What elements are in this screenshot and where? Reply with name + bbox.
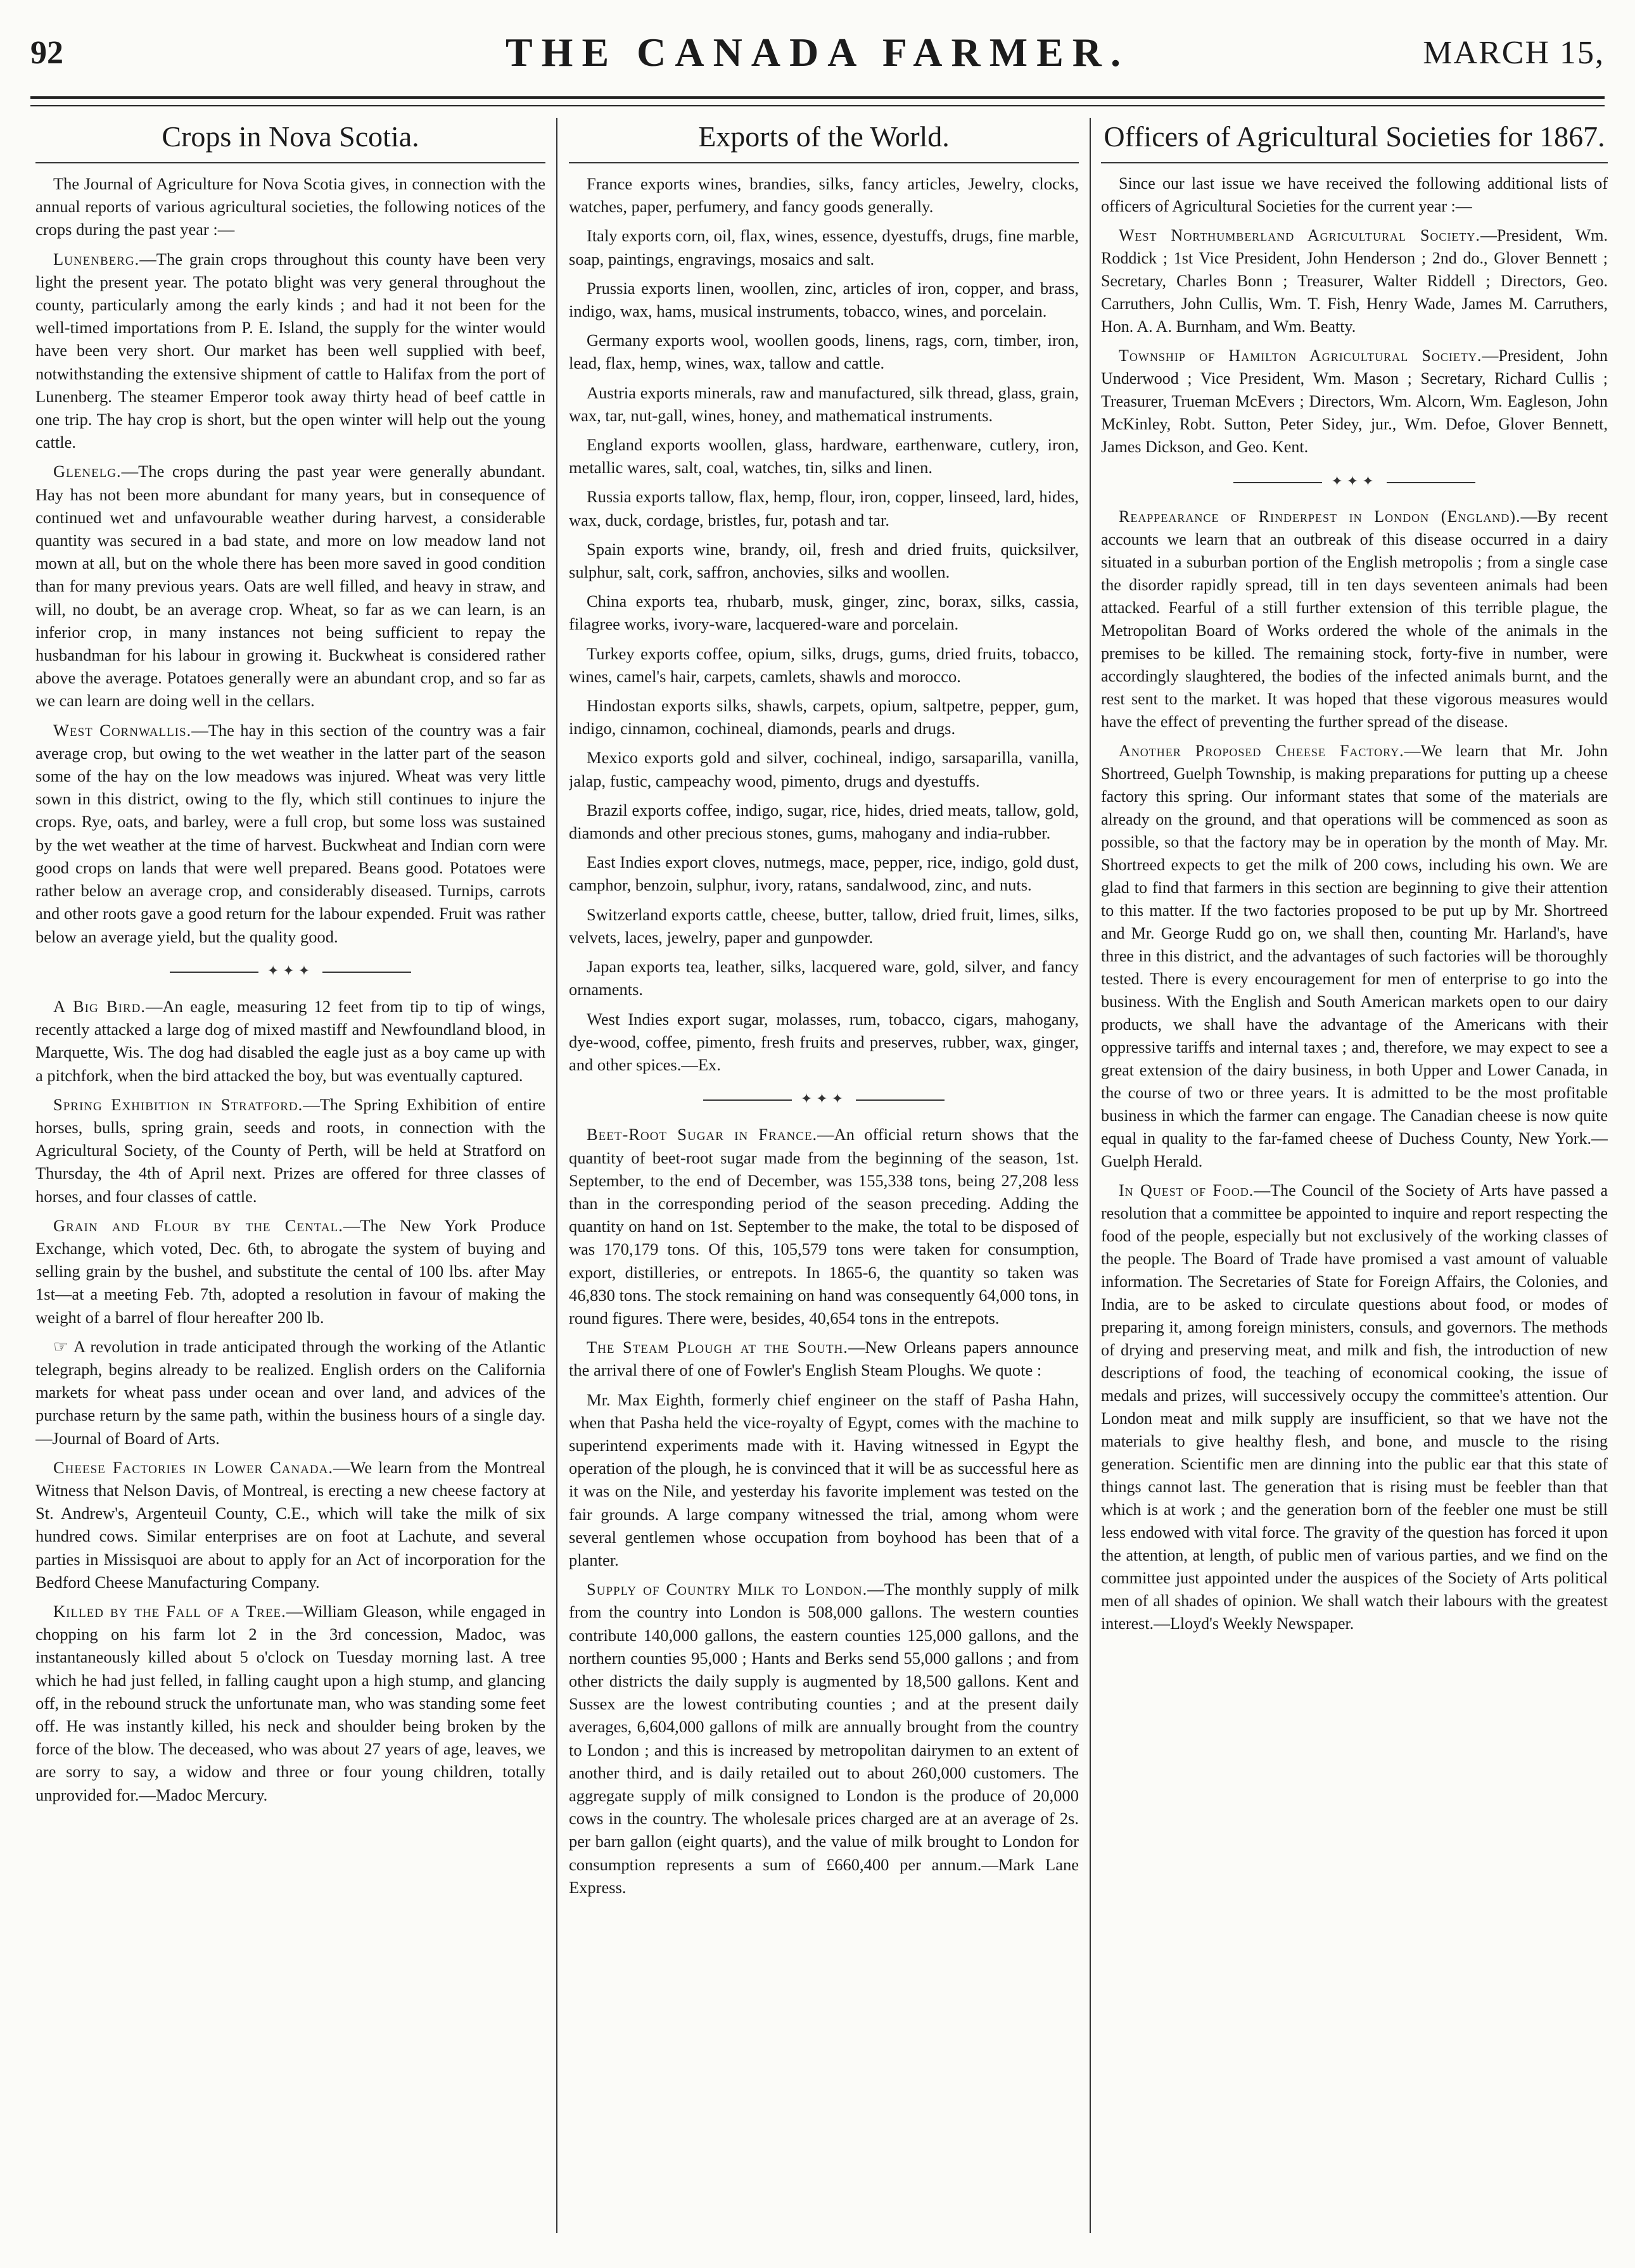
paragraph-lead: Township of Hamilton Agricultural Society.	[1119, 346, 1482, 365]
paragraph-text: Italy exports corn, oil, flax, wines, essence, dyestuffs, drugs, fine marble, soap, paintings, engravings, mosaics and salt.	[569, 226, 1079, 269]
column-officers-agricultural-societies	[1101, 118, 1608, 2252]
paragraph	[35, 1456, 545, 1593]
paragraph	[569, 172, 1079, 218]
paragraph	[569, 955, 1079, 1001]
paragraph-text: Hindostan exports silks, shawls, carpets, opium, saltpetre, pepper, gum, indigo, cinnamon, cochineal, diamonds, pearls and drugs.	[569, 696, 1079, 738]
paragraph-text: —We learn from the Montreal Witness that Nelson Davis, of Montreal, is erecting a new cheese factory at St. Andrew's, Argenteuil County, C.E., which will take the milk of six hundred cows. Similar enterprises are on foot at Lachute, and several parties in Missisquoi are about to apply for an Act of incorporation for the Bedford Cheese Manufacturing Company.	[35, 1457, 545, 1592]
paragraph	[569, 746, 1079, 792]
paragraph-text: West Indies export sugar, molasses, rum, tobacco, cigars, mahogany, dye-wood, coffee, pimento, fresh fruits and preserves, rubber, wax, ginger, and other spices.—Ex.	[569, 1009, 1079, 1074]
paragraph	[569, 1578, 1079, 1899]
paragraph	[35, 1600, 545, 1806]
paragraph	[569, 903, 1079, 949]
paragraph	[569, 642, 1079, 688]
paragraph	[569, 277, 1079, 322]
paragraph-text: Austria exports minerals, raw and manufactured, silk thread, glass, grain, wax, tar, nut-gall, wines, honey, and mathematical instruments.	[569, 383, 1079, 425]
paragraph-lead: A Big Bird.	[53, 996, 146, 1016]
paragraph-lead: Reappearance of Rinderpest in London (England).	[1119, 507, 1521, 526]
paragraph-lead: Beet-Root Sugar in France.	[587, 1125, 818, 1144]
paragraph	[569, 224, 1079, 270]
paragraph-lead: Lunenberg.	[53, 249, 140, 269]
paragraph-text: Switzerland exports cattle, cheese, butter, tallow, dried fruit, limes, silks, velvets, laces, jewelry, paper and gunpowder.	[569, 904, 1079, 947]
paragraph-lead: Killed by the Fall of a Tree.	[53, 1601, 286, 1621]
paragraph	[569, 851, 1079, 896]
paragraph	[1101, 740, 1608, 1173]
header-rule-thin	[30, 105, 1605, 106]
paragraph	[569, 329, 1079, 374]
paragraph	[35, 1335, 545, 1450]
paragraph	[569, 694, 1079, 740]
paragraph	[569, 1336, 1079, 1381]
article-body	[1101, 172, 1608, 459]
paragraph	[569, 799, 1079, 844]
paragraph-text: Mexico exports gold and silver, cochineal, indigo, sarsaparilla, vanilla, jalap, fustic, campeachy wood, pimento, drugs and dyestuffs.	[569, 748, 1079, 790]
section-separator: ✦✦✦	[1101, 470, 1608, 493]
paragraph	[569, 1123, 1079, 1329]
paragraph-text: China exports tea, rhubarb, musk, ginger, zinc, borax, silks, cassia, filagree works, ivory-ware, lacquered-ware and porcelain.	[569, 592, 1079, 634]
article-title: Exports of the World.	[569, 118, 1079, 163]
paragraph	[569, 1388, 1079, 1572]
masthead: THE CANADA FARMER.	[505, 30, 1130, 75]
paragraph	[1101, 1179, 1608, 1635]
paragraph	[35, 1214, 545, 1329]
paragraph	[569, 381, 1079, 427]
paragraph	[569, 1008, 1079, 1077]
paragraph-lead: ☞	[53, 1336, 69, 1356]
paragraph-lead: Supply of Country Milk to London.	[587, 1580, 868, 1599]
paragraph	[569, 590, 1079, 635]
paragraph-lead: Spring Exhibition in Stratford.	[53, 1094, 303, 1114]
header-rule-thick	[30, 96, 1605, 99]
paragraph-text: —An eagle, measuring 12 feet from tip to tip of wings, recently attacked a large dog of mixed mastiff and Newfoundland blood, in Marquette, Wis. The dog had disabled the eagle just as a boy came up with a pitchfork, when the bird attacked the boy, but was eventually captured.	[35, 996, 545, 1085]
section-separator: ✦✦✦	[569, 1087, 1079, 1110]
article-body	[569, 1123, 1079, 1899]
column-divider	[556, 118, 557, 2233]
paragraph-text: Brazil exports coffee, indigo, sugar, rice, hides, dried meats, tallow, gold, diamonds and other precious stones, gums, mahogany and india-rubber.	[569, 800, 1079, 843]
paragraph	[1101, 224, 1608, 338]
paragraph	[35, 719, 545, 948]
article-body	[1101, 505, 1608, 1635]
paragraph-text: Since our last issue we have received the following additional lists of officers of Agricultural Societies for the current year :—	[1101, 174, 1608, 215]
paragraph-lead: Grain and Flour by the Cental.	[53, 1215, 343, 1235]
paragraph-text: —The crops during the past year were generally abundant. Hay has not been more abundant for many years, but in consequence of continued wet and unfavourable weather during harvest, a considerable quantity was secured in a bad state, and more on low meadow land not mown at all, but on the whole there has been more saved in good condition than for many previous years. Oats are well filled, and heavy in straw, and will, no doubt, be an average crop. Wheat, so far as we can learn, is an inferior crop, in many instances not being sufficient to repay the husbandman for his labour in growing it. Buckwheat is considered rather above the average. Potatoes generally were an abundant crop, and so far as we can learn are doing well in the cellars.	[35, 462, 545, 711]
paragraph-text: —An official return shows that the quantity of beet-root sugar made from the beginning of the season, 1st. September, to the end of December, was 155,338 tons, being 27,208 less than in the corresponding period of the season preceding. Adding the quantity on hand on 1st. September to the make, the total to be disposed of was 170,179 tons. Of this, 105,579 tons were taken for consumption, export, distilleries, or entrepots. In 1865-6, the quantity so taken was 46,830 tons. The stock remaining on hand was consequently 64,000 tons, in round figures. There were, besides, 40,654 tons in the entrepots.	[569, 1125, 1079, 1327]
paragraph-text: —The grain crops throughout this county have been very light the present year. The potato blight was very general throughout the county, particularly among the early kinds ; and had it not been for the well-timed importations from P. E. Island, the supply for the winter would have been very short. Our market has been well supplied with beef, notwithstanding the extensive shipment of cattle to Halifax from the port of Lunenberg. The steamer Emperor took away thirty head of beef cattle in one trip. The hay crop is short, but the open winter will help out the young cattle.	[35, 249, 545, 452]
paragraph-text: Turkey exports coffee, opium, silks, drugs, gums, dried fruits, tobacco, wines, camel's hair, carpets, camlets, shawls and morocco.	[569, 643, 1079, 686]
paragraph	[1101, 345, 1608, 459]
paragraph-text: England exports woollen, glass, hardware, earthenware, cutlery, iron, metallic wares, salt, coal, watches, tin, silks and linen.	[569, 435, 1079, 478]
article-body	[569, 172, 1079, 1076]
paragraph	[569, 538, 1079, 583]
paragraph-lead: Cheese Factories in Lower Canada.	[53, 1457, 333, 1477]
paragraph	[35, 1093, 545, 1208]
paragraph-text: —The hay in this section of the country was a fair average crop, but owing to the wet weather in the latter part of the season some of the hay on the low meadows was injured. Wheat was very little sown in this district, owing to the fly, which still continues to injure the crops. Rye, oats, and barley, were a full crop, but some loss was sustained by the wet weather at the time of harvest. Buckwheat and Indian corn were good crops on lands that were well prepared. Beans good. Potatoes were rather below an average crop, and considerably diseased. Turnips, carrots and other roots gave a good return for the labour expended. Fruit was rather below an average yield, but the quality good.	[35, 720, 545, 946]
paragraph-text: —The Spring Exhibition of entire horses, bulls, spring grain, seeds and roots, in connection with the Agricultural Society, of the County of Perth, will be held at Stratford on Thursday, the 4th of April next. Prizes are offered for three classes of horses, and four classes of cattle.	[35, 1094, 545, 1206]
paragraph-text: Prussia exports linen, woollen, zinc, articles of iron, copper, and brass, indigo, wax, hams, musical instruments, tobacco, wines, and porcelain.	[569, 278, 1079, 321]
paragraph-lead: Glenelg.	[53, 462, 122, 481]
paragraph-lead: In Quest of Food.	[1119, 1181, 1254, 1200]
paragraph-lead: Another Proposed Cheese Factory.	[1119, 742, 1404, 760]
paragraph-text: Japan exports tea, leather, silks, lacquered ware, gold, silver, and fancy ornaments.	[569, 957, 1079, 999]
article-body	[35, 172, 545, 948]
paragraph	[1101, 505, 1608, 733]
paragraph-text: —We learn that Mr. John Shortreed, Guelph Township, is making preparations for putting up a cheese factory this spring. Our informant states that some of the materials are already on the ground, and that operations will be commenced as soon as possible, so that the factory may be in operation by the month of May. Mr. Shortreed expects to get the milk of 200 cows, including his own. We are glad to find that farmers in this section are beginning to give their attention to this matter. If the two factories proposed to be put up by Mr. Shortreed and Mr. George Rudd go on, we shall then, counting Mr. Harland's, have three in this district, and the advantages of such factories will be thoroughly tested. There is every encouragement for men of enterprise to go into the business. With the English and South American markets open to our dairy products, we shall have the advantage of the Americans with their oppressive tariffs and internal taxes ; and, therefore, we may expect to see a great extension of the dairy business, in both Upper and Lower Canada, in the course of two or three years. It is admitted to be the most profitable business in which the farmer can engage. The Canadian cheese is now quite equal in quality to the far-famed cheese of Duchess County, New York.—Guelph Herald.	[1101, 742, 1608, 1170]
paragraph	[35, 995, 545, 1087]
paragraph-text: Mr. Max Eighth, formerly chief engineer on the staff of Pasha Hahn, when that Pasha held the vice-royalty of Egypt, comes with the machine to superintend experiments made with it. Having witnessed in Egypt the operation of the plough, he is convinced that it will be as successful here as it was on the Nile, and yesterday his favorite implement was tested on the fair grounds. A large company witnessed the trial, among whom were several gentlemen whose occupation from boyhood has been that of a planter.	[569, 1390, 1079, 1569]
paragraph-text: Russia exports tallow, flax, hemp, flour, iron, copper, linseed, lard, hides, wax, duck, cordage, bristles, fur, potash and tar.	[569, 487, 1079, 529]
paragraph-text: —The monthly supply of milk from the country into London is 508,000 gallons. The western counties contribute 140,000 gallons, the eastern counties 125,000 gallons, and the northern counties 95,000 ; Hants and Berks send 55,000 gallons ; and from other districts the daily supply is augmented by 18,500 gallons. Kent and Sussex are the lowest contributing counties ; and at the present daily averages, 6,604,000 gallons of milk are annually brought from the country to London ; and this is increased by metropolitan dairymen to an extent of another third, and is daily retailed out to about 260,000 customers. The aggregate supply of milk consigned to London is the produce of 20,000 cows in the country. The wholesale prices charged are at an average of 2s. per barn gallon (eight quarts), and the value of milk brought to London for consumption represents a sum of £660,400 per annum.—Mark Lane Express.	[569, 1580, 1079, 1897]
issue-date: MARCH 15,	[1423, 35, 1605, 71]
article-title: Officers of Agricultural Societies for 1867.	[1101, 118, 1608, 163]
paragraph-text: East Indies export cloves, nutmegs, mace, pepper, rice, indigo, gold dust, camphor, benzoin, sulphur, ivory, ratans, sandalwood, zinc, and nuts.	[569, 852, 1079, 895]
paragraph-text: The Journal of Agriculture for Nova Scotia gives, in connection with the annual reports of various agricultural societies, the following notices of the crops during the past year :—	[35, 174, 545, 239]
paragraph-text: France exports wines, brandies, silks, fancy articles, Jewelry, clocks, watches, paper, perfumery, and fancy goods generally.	[569, 174, 1079, 217]
paragraph-text: —President, John Underwood ; Vice President, Wm. Mason ; Secretary, Richard Cullis ; Treasurer, Trueman McEvers ; Directors, Wm. Alcorn, Wm. Eagleson, John McKinley, Robt. Sutton, Peter Sidey, jur., Wm. Defoe, Glover Bennett, James Dickson, and Geo. Kent.	[1101, 346, 1608, 456]
paragraph-lead: West Cornwallis.	[53, 720, 192, 740]
paragraph-text: A revolution in trade anticipated through the working of the Atlantic telegraph, begins already to be realized. English orders on the California markets for wheat pass under ocean and over land, and advices of the purchase return by the same path, within the business hours of a single day.—Journal of Board of Arts.	[35, 1336, 545, 1448]
column-crops-nova-scotia	[35, 118, 545, 2252]
paragraph-text: —President, Wm. Roddick ; 1st Vice President, John Henderson ; 2nd do., Glover Bennett ; Secretary, Charles Bonn ; Treasurer, Walter Riddell ; Directors, Geo. Carruthers, John Cullis, Wm. T. Fish, Henry Wade, James M. Carruthers, Hon. A. A. Burnham, and Wm. Beatty.	[1101, 226, 1608, 336]
paragraph-text: —The Council of the Society of Arts have passed a resolution that a committee be appointed to inquire and report respecting the food of the people, especially but not exclusively of the working classes of the people. The Board of Trade have promised a vast amount of valuable information. The Secretaries of State for Foreign Affairs, the Colonies, and India, are to be asked to circulate questions about food, or modes of preparing it, among foreign ministers, consuls, and governors. The methods of drying and preserving meat, and milk and fish, the introduction of new descriptions of food, the teaching of economical cooking, the issue of medals and prizes, will successively occupy the committee's attention. Our London meat and milk supply are insufficient, so that we have not the materials to give healthy flesh, and bone, and muscle to the rising generation. Scientific men are dinning into the public ear that this state of things cannot last. The generation that is rising must be feebler than that which is at work ; and the generation born of the feebler one must be still less endowed with vital force. The gravity of the question has forced it upon the attention, at length, of public men of various parties, and we find on the committee just appointed under the auspices of the Society of Arts political men of all shades of opinion. We shall watch their labours with the greatest interest.—Lloyd's Weekly Newspaper.	[1101, 1181, 1608, 1633]
paragraph-lead: The Steam Plough at the South.	[587, 1338, 848, 1357]
paragraph	[35, 460, 545, 712]
paragraph-text: Spain exports wine, brandy, oil, fresh and dried fruits, quicksilver, sulphur, salt, cork, saffron, anchovies, silks and woollen.	[569, 539, 1079, 582]
paragraph	[1101, 172, 1608, 218]
paragraph	[569, 433, 1079, 479]
paragraph	[35, 248, 545, 454]
column-divider	[1090, 118, 1091, 2233]
page-number: 92	[30, 35, 63, 71]
section-separator: ✦✦✦	[35, 960, 545, 982]
paragraph-text: —New Orleans papers announce the arrival there of one of Fowler's English Steam Ploughs. We quote :	[569, 1338, 1079, 1380]
paragraph-text: Germany exports wool, woollen goods, linens, rags, corn, timber, iron, lead, flax, hemp, wines, wax, tallow and cattle.	[569, 331, 1079, 373]
page-header	[30, 25, 1605, 95]
article-body	[35, 995, 545, 1806]
paragraph-text: —William Gleason, while engaged in chopping on his farm lot 2 in the 3rd concession, Madoc, was instantaneously killed about 5 o'clock on Tuesday morning last. A tree which he had just felled, in falling caught upon a high stump, and glancing off, in the rebound struck the unfortunate man, who was standing some feet off. He was instantly killed, his neck and shoulder being broken by the force of the blow. The deceased, who was about 27 years of age, leaves, we are sorry to say, a widow and three or four young children, totally unprovided for.—Madoc Mercury.	[35, 1601, 545, 1804]
paragraph	[569, 485, 1079, 531]
paragraph	[35, 172, 545, 241]
article-title: Crops in Nova Scotia.	[35, 118, 545, 163]
paragraph-lead: West Northumberland Agricultural Society.	[1119, 226, 1480, 244]
paragraph-text: —The New York Produce Exchange, which voted, Dec. 6th, to abrogate the system of buying and selling grain by the bushel, and substitute the cental of 100 lbs. after May 1st—at a meeting Feb. 7th, adopted a resolution in favour of making the weight of a barrel of flour hereafter 200 lb.	[35, 1215, 545, 1327]
paragraph-text: —By recent accounts we learn that an outbreak of this disease occurred in a dairy situated in a suburban portion of the English metropolis ; from a single case the disorder rapidly spread, till in ten days seventeen animals had been attacked. Fearful of a still further extension of this terrible plague, the Metropolitan Board of Works ordered the whole of the animals in the premises to be killed. The remaining stock, forty-five in number, were accordingly slaughtered, the bodies of the infected animals burnt, and the rest sent to the market. It was hoped that these vigorous measures would have the effect of preventing the further spread of the disease.	[1101, 507, 1608, 731]
column-exports-of-the-world	[569, 118, 1079, 2252]
